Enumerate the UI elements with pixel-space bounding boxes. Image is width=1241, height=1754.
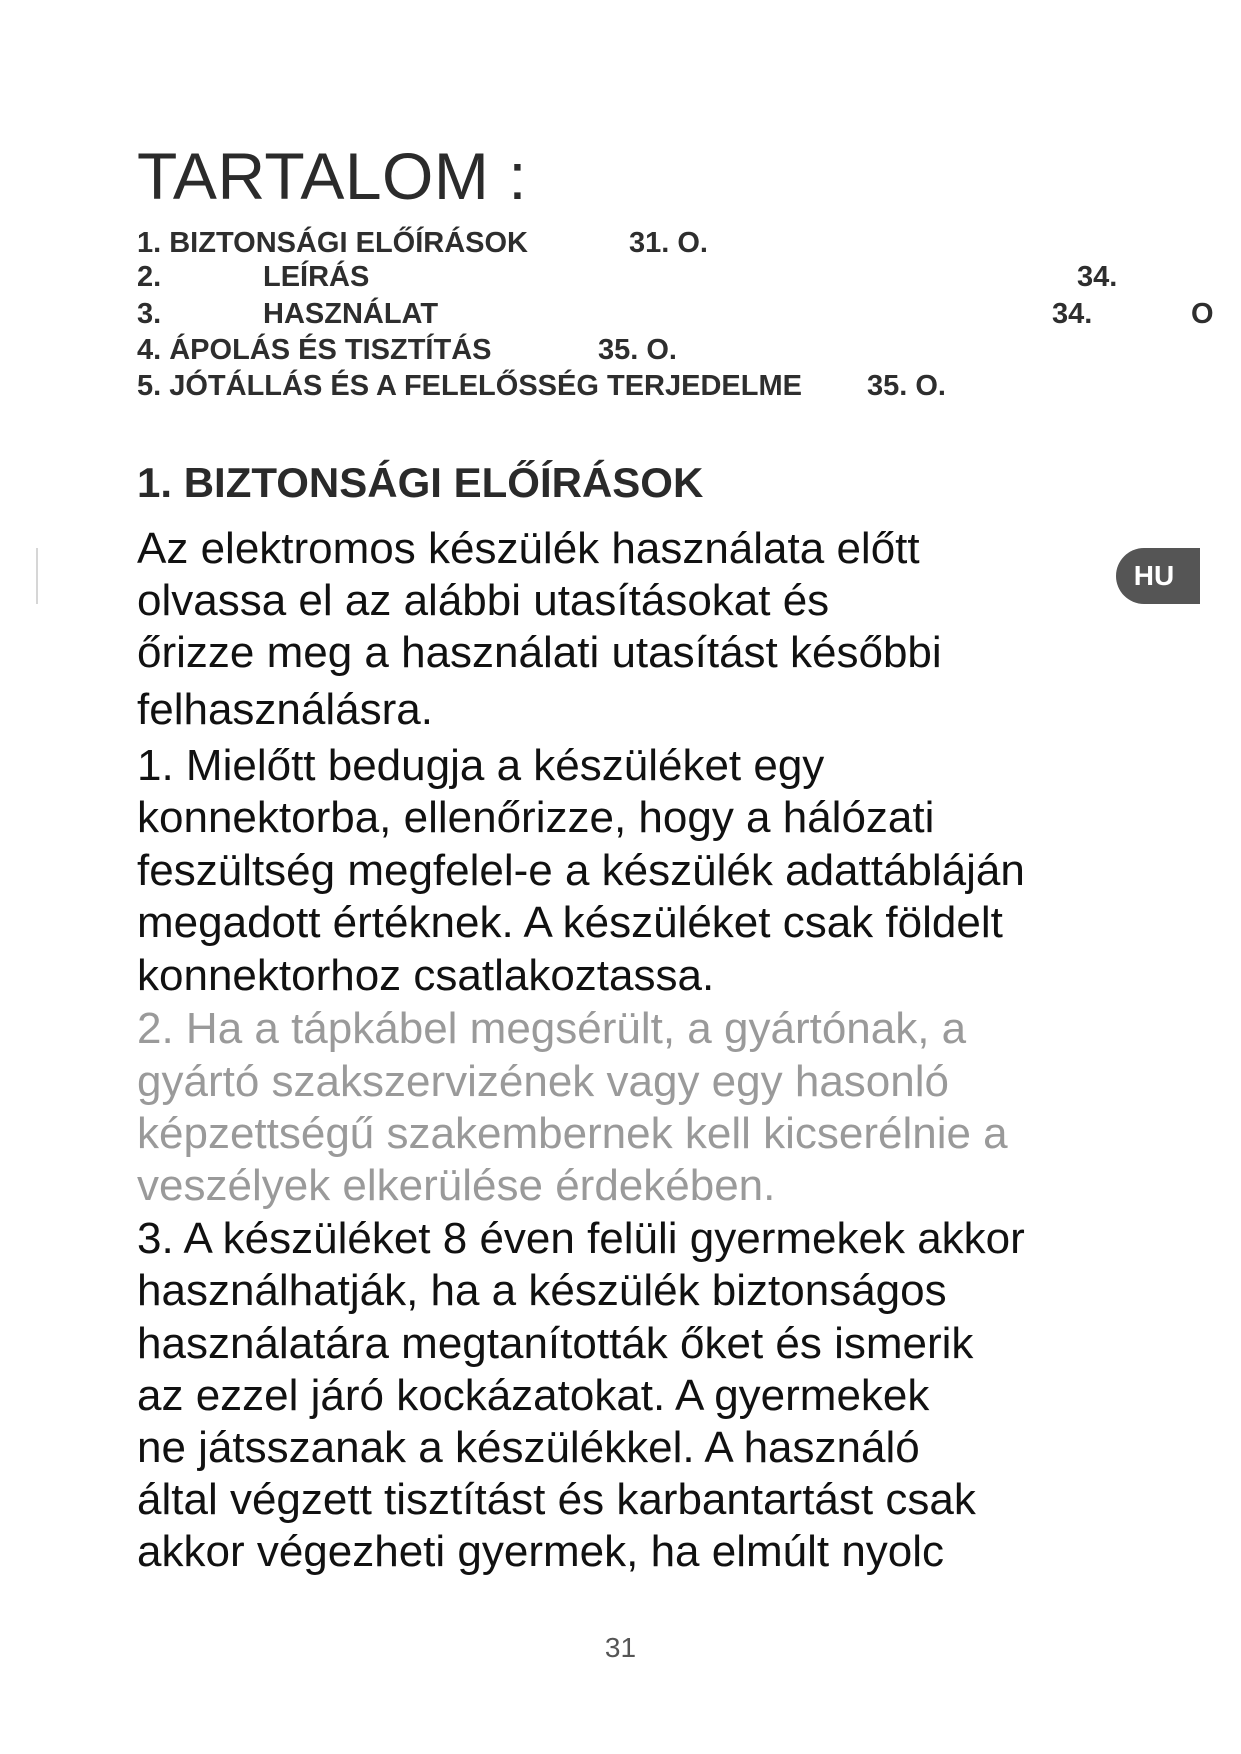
body-line: ne játsszanak a készülékkel. A használó — [137, 1423, 920, 1472]
toc-item-number: 3. — [137, 298, 162, 330]
toc-item-page: 31. O. — [629, 227, 708, 259]
toc-item-page: 34. — [1052, 298, 1093, 330]
body-line: használhatják, ha a készülék biztonságos — [137, 1266, 947, 1315]
toc-item: 4. ÁPOLÁS ÉS TISZTÍTÁS — [137, 334, 492, 366]
toc-item-page: 35. O. — [867, 370, 946, 402]
toc-item-page: 34. — [1077, 261, 1118, 293]
body-line: használatára megtanították őket és ismerik — [137, 1319, 974, 1368]
section-heading: 1. BIZTONSÁGI ELŐÍRÁSOK — [137, 459, 704, 506]
body-line: olvassa el az alábbi utasításokat és — [137, 576, 830, 625]
toc-item: 5. JÓTÁLLÁS ÉS A FELELŐSSÉG TERJEDELME — [137, 370, 802, 402]
body-line: az ezzel járó kockázatokat. A gyermekek — [137, 1371, 930, 1420]
body-line: felhasználásra. — [137, 685, 433, 734]
toc-item-label: 1. BIZTONSÁGI ELŐÍRÁSOK — [137, 227, 529, 259]
margin-mark — [36, 548, 38, 604]
toc-item — [137, 229, 528, 258]
body-line: konnektorhoz csatlakoztassa. — [137, 951, 715, 1000]
body-line: őrizze meg a használati utasítást későbbi — [137, 628, 942, 677]
toc-item-label: LEÍRÁS — [263, 261, 370, 293]
body-line-faded: gyártó szakszervizének vagy egy hasonló — [137, 1057, 949, 1106]
body-line: feszültség megfelel-e a készülék adattábláján — [137, 846, 1025, 895]
page-title: TARTALOM : — [137, 139, 528, 213]
body-line: megadott értéknek. A készüléket csak földelt — [137, 898, 1003, 947]
body-line: Az elektromos készülék használata előtt — [137, 524, 920, 573]
body-line: 1. Mielőtt bedugja a készüléket egy — [137, 741, 825, 790]
toc-item-cut-text: O — [1191, 298, 1214, 330]
page-number: 31 — [604, 1632, 637, 1663]
body-line-faded: 2. Ha a tápkábel megsérült, a gyártónak, a — [137, 1004, 967, 1053]
body-line: által végzett tisztítást és karbantartást csak — [137, 1475, 976, 1524]
body-line-faded: képzettségű szakembernek kell kicserélnie a — [137, 1109, 1008, 1158]
body-line-faded: veszélyek elkerülése érdekében. — [137, 1161, 776, 1210]
toc-item-number: 2. — [137, 261, 162, 293]
body-line: akkor végezheti gyermek, ha elmúlt nyolc — [137, 1527, 945, 1576]
language-tab: HU — [1116, 548, 1200, 604]
toc-item-label: HASZNÁLAT — [263, 298, 439, 330]
body-line: konnektorba, ellenőrizze, hogy a hálózati — [137, 793, 935, 842]
body-line: 3. A készüléket 8 éven felüli gyermekek akkor — [137, 1214, 1025, 1263]
toc-item-page: 35. O. — [598, 334, 677, 366]
